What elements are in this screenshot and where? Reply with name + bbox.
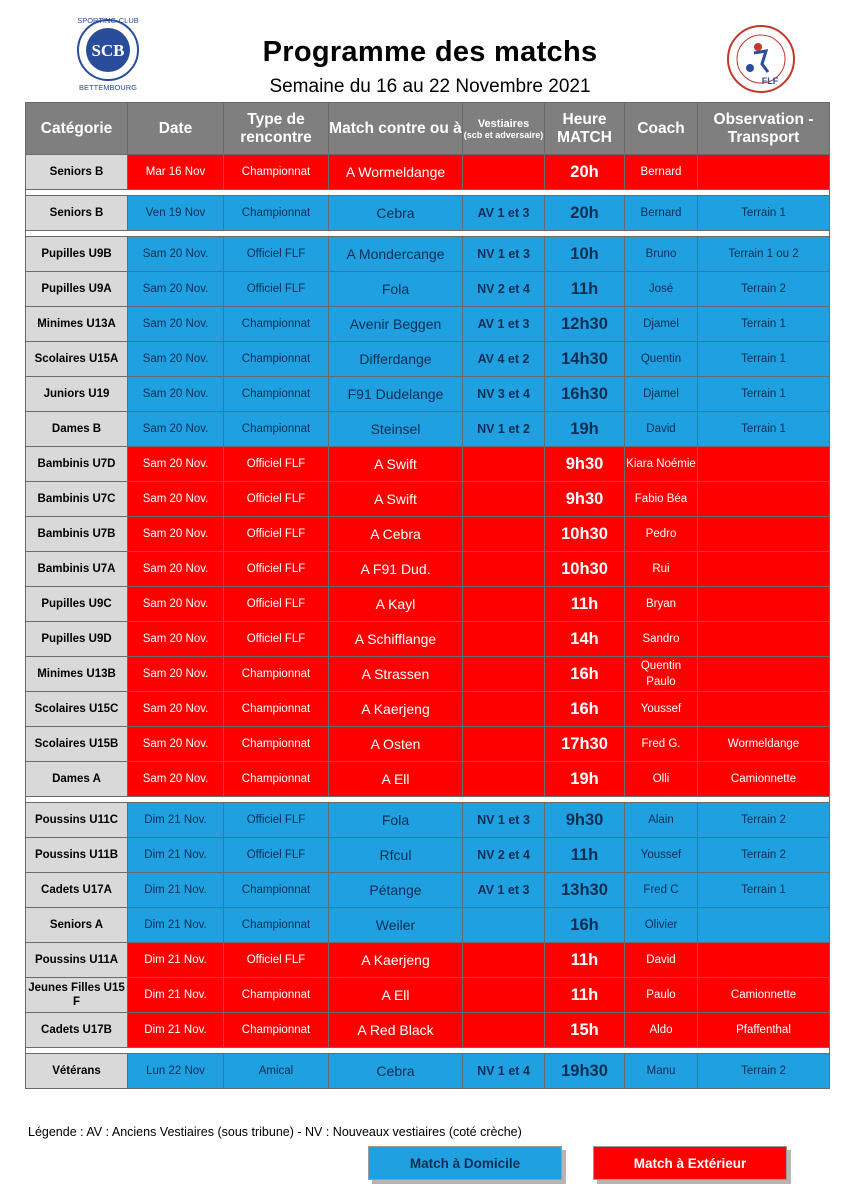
legend-text: Légende : AV : Anciens Vestiaires (sous tribune) - NV : Nouveaux vestiaires (coté crèche) [28,1125,522,1139]
coach-cell: Sandro [625,622,698,657]
schedule-table [25,102,830,1089]
page-title: Programme des matchs [262,36,598,68]
table-row [26,517,830,552]
observation-cell: Terrain 1 [698,873,830,908]
match-cell: Fola [329,272,463,307]
header-vestiaires [463,103,545,155]
vestiaires-cell: NV 1 et 3 [463,803,545,838]
header-vestiaires-sub: (scb et adversaire) [463,129,544,140]
vestiaires-cell [463,943,545,978]
match-cell: A Mondercange [329,237,463,272]
category-cell: Scolaires U15A [26,342,128,377]
vestiaires-cell: NV 1 et 2 [463,412,545,447]
coach-cell: Quentin [625,342,698,377]
hour-cell: 9h30 [545,803,625,838]
match-cell: A Cebra [329,517,463,552]
hour-cell: 14h [545,622,625,657]
coach-cell: Fred C [625,873,698,908]
vestiaires-cell [463,1013,545,1048]
date-cell: Sam 20 Nov. [128,587,224,622]
flf-logo [722,22,800,96]
table-row [26,657,830,692]
vestiaires-cell: NV 2 et 4 [463,838,545,873]
coach-cell: Djamel [625,307,698,342]
category-cell: Poussins U11B [26,838,128,873]
hour-cell: 11h [545,838,625,873]
hour-cell: 15h [545,1013,625,1048]
coach-cell: Youssef [625,838,698,873]
table-row [26,727,830,762]
vestiaires-cell [463,517,545,552]
hour-cell: 10h30 [545,517,625,552]
observation-cell: Terrain 1 [698,377,830,412]
hour-cell: 19h [545,412,625,447]
hour-cell: 11h [545,272,625,307]
coach-cell: Fred G. [625,727,698,762]
table-row [26,803,830,838]
table-row [26,412,830,447]
category-cell: Minimes U13B [26,657,128,692]
observation-cell: Terrain 1 ou 2 [698,237,830,272]
hour-cell: 11h [545,587,625,622]
category-cell: Juniors U19 [26,377,128,412]
date-cell: Sam 20 Nov. [128,482,224,517]
coach-cell: Djamel [625,377,698,412]
table-row [26,155,830,190]
table-row [26,1013,830,1048]
table-row [26,873,830,908]
observation-cell: Terrain 2 [698,803,830,838]
date-cell: Dim 21 Nov. [128,838,224,873]
type-cell: Officiel FLF [224,447,329,482]
legend-home-badge: Match à Domicile [368,1146,562,1180]
match-cell: F91 Dudelange [329,377,463,412]
vestiaires-cell [463,622,545,657]
category-cell: Pupilles U9A [26,272,128,307]
type-cell: Amical [224,1054,329,1089]
coach-cell: Paulo [625,978,698,1013]
vestiaires-cell [463,692,545,727]
observation-cell [698,908,830,943]
match-cell: Differdange [329,342,463,377]
vestiaires-cell [463,657,545,692]
type-cell: Officiel FLF [224,237,329,272]
hour-cell: 10h30 [545,552,625,587]
date-cell: Sam 20 Nov. [128,412,224,447]
type-cell: Championnat [224,978,329,1013]
type-cell: Officiel FLF [224,272,329,307]
type-cell: Championnat [224,412,329,447]
observation-cell: Camionnette [698,762,830,797]
match-cell: Fola [329,803,463,838]
category-cell: Bambinis U7D [26,447,128,482]
vestiaires-cell: NV 2 et 4 [463,272,545,307]
category-cell: Pupilles U9C [26,587,128,622]
match-cell: A Swift [329,447,463,482]
date-cell: Ven 19 Nov [128,196,224,231]
vestiaires-cell [463,762,545,797]
category-cell: Dames B [26,412,128,447]
hour-cell: 20h [545,155,625,190]
date-cell: Sam 20 Nov. [128,272,224,307]
category-cell: Dames A [26,762,128,797]
header-observation: Observation - Transport [698,103,830,155]
category-cell: Minimes U13A [26,307,128,342]
date-cell: Sam 20 Nov. [128,342,224,377]
observation-cell [698,587,830,622]
club-logo-top-text: SPORTING-CLUB [77,16,139,25]
coach-cell: Youssef [625,692,698,727]
match-cell: A F91 Dud. [329,552,463,587]
observation-cell: Terrain 1 [698,342,830,377]
date-cell: Sam 20 Nov. [128,517,224,552]
hour-cell: 16h [545,657,625,692]
type-cell: Officiel FLF [224,517,329,552]
hour-cell: 19h30 [545,1054,625,1089]
match-cell: Avenir Beggen [329,307,463,342]
observation-cell [698,657,830,692]
hour-cell: 19h [545,762,625,797]
date-cell: Sam 20 Nov. [128,657,224,692]
vestiaires-cell: AV 1 et 3 [463,196,545,231]
hour-cell: 16h [545,908,625,943]
type-cell: Officiel FLF [224,482,329,517]
match-cell: Steinsel [329,412,463,447]
date-cell: Sam 20 Nov. [128,447,224,482]
vestiaires-cell: NV 1 et 4 [463,1054,545,1089]
category-cell: Jeunes Filles U15 F [26,978,128,1013]
match-cell: A Wormeldange [329,155,463,190]
hour-cell: 17h30 [545,727,625,762]
hour-cell: 16h30 [545,377,625,412]
coach-cell: Olli [625,762,698,797]
vestiaires-cell [463,155,545,190]
header-type: Type de rencontre [224,103,329,155]
table-header-row [26,103,830,155]
date-cell: Mar 16 Nov [128,155,224,190]
match-cell: A Ell [329,762,463,797]
hour-cell: 11h [545,943,625,978]
match-cell: A Kaerjeng [329,692,463,727]
coach-cell: Bernard [625,155,698,190]
coach-cell: Quentin Paulo [625,657,698,692]
vestiaires-cell: AV 1 et 3 [463,307,545,342]
type-cell: Championnat [224,908,329,943]
vestiaires-cell: AV 4 et 2 [463,342,545,377]
hour-cell: 13h30 [545,873,625,908]
type-cell: Officiel FLF [224,943,329,978]
observation-cell: Terrain 1 [698,412,830,447]
coach-cell: Rui [625,552,698,587]
vestiaires-cell [463,482,545,517]
table-row [26,1054,830,1089]
match-cell: A Strassen [329,657,463,692]
category-cell: Seniors A [26,908,128,943]
vestiaires-cell: NV 1 et 3 [463,237,545,272]
table-row [26,482,830,517]
observation-cell [698,943,830,978]
header-vestiaires-label: Vestiaires [477,117,530,130]
table-row [26,272,830,307]
observation-cell: Pfaffenthal [698,1013,830,1048]
date-cell: Dim 21 Nov. [128,978,224,1013]
category-cell: Poussins U11C [26,803,128,838]
match-cell: Weiler [329,908,463,943]
observation-cell [698,622,830,657]
type-cell: Championnat [224,873,329,908]
category-cell: Seniors B [26,196,128,231]
match-cell: A Ell [329,978,463,1013]
header-heure: Heure MATCH [545,103,625,155]
table-row [26,377,830,412]
category-cell: Pupilles U9B [26,237,128,272]
club-logo-monogram: SCB [91,41,125,60]
observation-cell [698,155,830,190]
header-coach: Coach [625,103,698,155]
category-cell: Pupilles U9D [26,622,128,657]
table-row [26,692,830,727]
vestiaires-cell: NV 3 et 4 [463,377,545,412]
match-cell: A Kaerjeng [329,943,463,978]
match-cell: A Kayl [329,587,463,622]
table-row [26,622,830,657]
hour-cell: 14h30 [545,342,625,377]
table-row [26,307,830,342]
date-cell: Sam 20 Nov. [128,762,224,797]
type-cell: Championnat [224,307,329,342]
observation-cell: Terrain 2 [698,272,830,307]
date-cell: Dim 21 Nov. [128,1013,224,1048]
match-cell: A Schifflange [329,622,463,657]
category-cell: Cadets U17B [26,1013,128,1048]
type-cell: Officiel FLF [224,622,329,657]
header-match: Match contre ou à [329,103,463,155]
observation-cell: Terrain 1 [698,196,830,231]
vestiaires-cell [463,727,545,762]
category-cell: Bambinis U7C [26,482,128,517]
observation-cell: Terrain 2 [698,1054,830,1089]
date-cell: Sam 20 Nov. [128,692,224,727]
type-cell: Championnat [224,1013,329,1048]
table-row [26,943,830,978]
table-row [26,447,830,482]
match-cell: Pétange [329,873,463,908]
observation-cell: Terrain 2 [698,838,830,873]
legend-away-badge: Match à Extérieur [593,1146,787,1180]
table-row [26,908,830,943]
observation-cell [698,692,830,727]
category-cell: Scolaires U15C [26,692,128,727]
vestiaires-cell [463,908,545,943]
flf-logo-text: FLF [761,76,779,86]
type-cell: Officiel FLF [224,803,329,838]
date-cell: Sam 20 Nov. [128,377,224,412]
observation-cell: Camionnette [698,978,830,1013]
observation-cell [698,552,830,587]
date-cell: Dim 21 Nov. [128,873,224,908]
match-cell: Rfcul [329,838,463,873]
category-cell: Cadets U17A [26,873,128,908]
observation-cell [698,482,830,517]
hour-cell: 9h30 [545,482,625,517]
date-cell: Sam 20 Nov. [128,307,224,342]
type-cell: Championnat [224,155,329,190]
coach-cell: Bruno [625,237,698,272]
date-cell: Lun 22 Nov [128,1054,224,1089]
type-cell: Championnat [224,727,329,762]
type-cell: Championnat [224,762,329,797]
observation-cell: Terrain 1 [698,307,830,342]
header-categorie: Catégorie [26,103,128,155]
match-cell: A Red Black [329,1013,463,1048]
page-subtitle: Semaine du 16 au 22 Novembre 2021 [269,76,591,97]
coach-cell: Olivier [625,908,698,943]
observation-cell: Wormeldange [698,727,830,762]
observation-cell [698,517,830,552]
type-cell: Championnat [224,657,329,692]
coach-cell: Alain [625,803,698,838]
coach-cell: Bryan [625,587,698,622]
vestiaires-cell: AV 1 et 3 [463,873,545,908]
coach-cell: David [625,412,698,447]
type-cell: Championnat [224,692,329,727]
table-row [26,196,830,231]
vestiaires-cell [463,447,545,482]
type-cell: Officiel FLF [224,552,329,587]
date-cell: Dim 21 Nov. [128,943,224,978]
hour-cell: 10h [545,237,625,272]
coach-cell: David [625,943,698,978]
type-cell: Officiel FLF [224,838,329,873]
coach-cell: Fabio Béa [625,482,698,517]
club-logo-bottom-text: BETTEMBOURG [79,83,137,92]
coach-cell: Pedro [625,517,698,552]
match-cell: Cebra [329,1054,463,1089]
date-cell: Sam 20 Nov. [128,622,224,657]
category-cell: Bambinis U7A [26,552,128,587]
hour-cell: 20h [545,196,625,231]
club-logo [70,12,146,94]
category-cell: Poussins U11A [26,943,128,978]
type-cell: Championnat [224,196,329,231]
date-cell: Sam 20 Nov. [128,727,224,762]
type-cell: Championnat [224,377,329,412]
hour-cell: 16h [545,692,625,727]
table-row [26,838,830,873]
table-row [26,237,830,272]
hour-cell: 9h30 [545,447,625,482]
type-cell: Championnat [224,342,329,377]
vestiaires-cell [463,978,545,1013]
category-cell: Bambinis U7B [26,517,128,552]
observation-cell [698,447,830,482]
table-row [26,762,830,797]
table-row [26,978,830,1013]
table-row [26,587,830,622]
coach-cell: Bernard [625,196,698,231]
category-cell: Seniors B [26,155,128,190]
vestiaires-cell [463,587,545,622]
type-cell: Officiel FLF [224,587,329,622]
date-cell: Dim 21 Nov. [128,803,224,838]
vestiaires-cell [463,552,545,587]
hour-cell: 12h30 [545,307,625,342]
header-date: Date [128,103,224,155]
category-cell: Scolaires U15B [26,727,128,762]
coach-cell: José [625,272,698,307]
date-cell: Dim 21 Nov. [128,908,224,943]
match-cell: A Osten [329,727,463,762]
date-cell: Sam 20 Nov. [128,237,224,272]
hour-cell: 11h [545,978,625,1013]
table-row [26,342,830,377]
match-cell: Cebra [329,196,463,231]
category-cell: Vétérans [26,1054,128,1089]
coach-cell: Aldo [625,1013,698,1048]
coach-cell: Manu [625,1054,698,1089]
table-row [26,552,830,587]
coach-cell: Kiara Noémie [625,447,698,482]
match-cell: A Swift [329,482,463,517]
date-cell: Sam 20 Nov. [128,552,224,587]
